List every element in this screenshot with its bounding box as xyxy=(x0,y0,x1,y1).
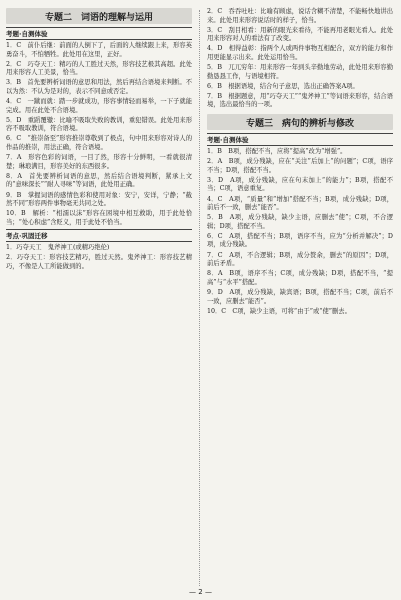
section-consolidation: 考点·巩固迁移 xyxy=(6,229,192,242)
page-number: — 2 — xyxy=(189,588,212,596)
answer-item: 5．B 兀兀穷年：用来形容一年到头辛勤地劳动，此处用来形容勤勤恳恳工作，与语境相符。 xyxy=(207,64,393,80)
answer-item: 2．C 吞吞吐吐：比喻有顾虑，说话含糊不清楚，不能畅快地讲出来。此处用来形容说话时的样子，恰当。 xyxy=(207,8,393,24)
answer-item: 3．B 首先要辨析词语的意思和用法，然后再结合语境来判断。不以为然：不认为是对的，表示不同意或否定。 xyxy=(6,79,192,95)
answer-item: 3．D A项，成分残缺，应在句末加上“的能力”；B项，搭配不当；C项，语意重复。 xyxy=(207,176,393,193)
answer-item: 10．B 解析：“相濡以沫”形容在困境中相互救助，用于此处恰当；“处心积虑”含贬义，用于此处不恰当。 xyxy=(6,210,192,226)
answer-item: 7．C A项，不合逻辑；B项，成分赘余，删去“的原因”；D项，前后矛盾。 xyxy=(207,251,393,268)
section-self-test: 考题·自测体验 xyxy=(6,27,192,40)
answer-item: 5．B A项，成分残缺，缺少主语，应删去“使”；C项，不合逻辑；D项，搭配不当。 xyxy=(207,214,393,230)
consolidation-answer-list xyxy=(6,244,192,271)
answer-item: 2．巧夺天工：形容技艺精巧，胜过天然。鬼斧神工：形容技艺精巧，不像是人工所能做到的。 xyxy=(6,254,192,271)
answer-item: 7．B 根据题意，用“巧夺天工”“鬼斧神工”等词语来形容，结合语境，选出最恰当的一项。 xyxy=(207,92,393,109)
topic3-banner: 专题三 病句的辨析与修改 xyxy=(207,114,393,130)
section-self-test-topic3: 考题·自测体验 xyxy=(207,133,393,146)
answer-item: 6．C “推崇备至”形容推崇尊敬到了极点，句中用来形容对诗人的作品的推崇，用法正确，符合语境。 xyxy=(6,135,192,152)
answer-item: 2．A B项，成分残缺，应在“关注”后加上“的问题”；C项，语序不当；D项，搭配不当。 xyxy=(207,158,393,174)
answer-item: 9．B 掌握词语的感情色彩和使用对象：安宁，安详，宁静；“截然不同”形容两件事物毫无共同之处。 xyxy=(6,191,192,208)
answer-item: 1．C 前仆后继：前面的人倒下了，后面的人继续跟上来，形容英勇奋斗，不怕牺牲。此处用在这里，正好。 xyxy=(6,42,192,58)
answer-item: 6．C A项，搭配不当；B项，语序不当，应为“分析并解决”；D项，成分残缺。 xyxy=(207,232,393,249)
answer-item: 5．D 重蹈覆辙：比喻不吸取失败的教训，重犯错误。此处用来形容不吸取教训，符合语境。 xyxy=(6,116,192,133)
answer-item: 1．巧夺天工 鬼斧神工(或精巧绝伦) xyxy=(6,244,110,252)
answer-item: 3．C 刮目相看：用新的眼光来看待，不能再用老眼光看人。此处用来形容对人的看法有了改变。 xyxy=(207,26,393,43)
answer-item: 1．B B项，搭配不当，应将“提高”改为“增强”。 xyxy=(207,148,347,156)
left-answer-list xyxy=(6,42,192,227)
answer-item: 4．D 相得益彰：指两个人或两件事物互相配合，双方的能力和作用更能显示出来。此处运用恰当。 xyxy=(207,45,393,61)
answer-item: 4．C A项，“质量”和“增加”搭配不当；B项，成分残缺；D项，前后不一致，删去“能否”。 xyxy=(207,195,393,212)
topic2-banner: 专题二 词语的理解与运用 xyxy=(6,8,192,24)
left-column xyxy=(6,8,192,273)
answer-item: 6．B 根据语境，结合句子意思，选出正确答案A项。 xyxy=(207,82,359,90)
answer-item: 8．A B项，语序不当；C项，成分残缺；D项，搭配不当，“提高”与“水平”搭配。 xyxy=(207,270,393,286)
answer-item: 4．C 一蹴而就：踏一步就成功，形容事情轻而易举，一下子就能完成。用在此处不合语境。 xyxy=(6,98,192,114)
answer-item: 8．A 首先要辨析词语的意思，然后结合语境判断，紧承上文的“意味深长”“耐人寻味”等词语，此处用正确。 xyxy=(6,172,192,189)
right-answer-list-top xyxy=(207,8,393,110)
right-column xyxy=(207,8,393,318)
right-answer-list-bottom xyxy=(207,148,393,316)
answer-item: 9．D A项，成分残缺，缺宾语；B项，搭配不当；C项，前后不一致，应删去“能否”。 xyxy=(207,288,393,305)
answer-item: 7．A 形容色彩的词语，一目了然，形容十分鲜明，一看就很清楚；琳琅满目，形容美好的东西很多。 xyxy=(6,154,192,170)
answer-item: 10．C C项，缺少主语，可将“由于”或“使”删去。 xyxy=(207,307,351,315)
column-divider xyxy=(199,10,200,586)
answer-item: 2．C 巧夺天工：精巧的人工胜过天然，形容技艺极其高超。此处用来形容人工美景，恰当。 xyxy=(6,60,192,77)
